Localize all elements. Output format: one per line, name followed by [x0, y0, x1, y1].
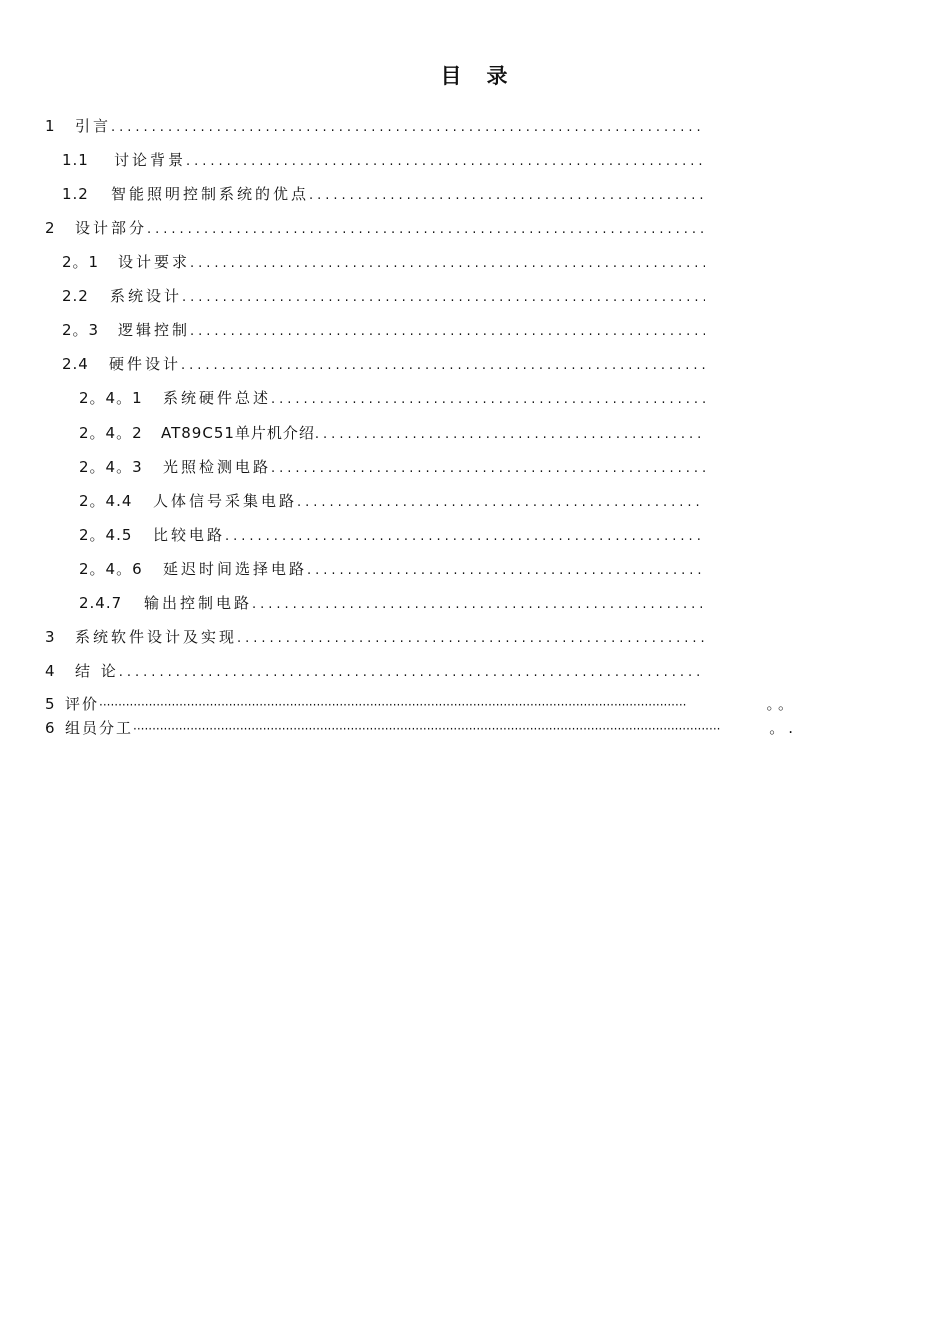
toc-entry	[45, 216, 705, 240]
toc-entry-title: 引言	[75, 117, 112, 135]
toc-entry-tail: 。.	[769, 719, 797, 737]
toc-leader-dots	[99, 694, 764, 716]
toc-entry-number: 2。1	[62, 253, 100, 271]
toc-entry-title: 结 论	[75, 662, 119, 680]
toc-entry	[62, 318, 705, 342]
toc-entry	[79, 386, 705, 410]
toc-entry-title: 输出控制电路	[144, 594, 253, 612]
toc-entry	[79, 523, 705, 547]
toc-entry-number: 2。4.5	[79, 526, 133, 544]
toc-entry-number: 2。4。2	[79, 424, 143, 442]
toc-entry	[62, 284, 705, 308]
toc-entry	[45, 693, 797, 715]
toc-entry-title: 延迟时间选择电路	[163, 560, 308, 578]
toc-entry	[45, 625, 705, 649]
toc-entry	[79, 421, 705, 445]
toc-entry	[62, 250, 705, 274]
toc-leader-dots	[309, 184, 705, 206]
toc-entry	[45, 659, 705, 683]
toc-entry-number: 1.2	[62, 185, 89, 203]
toc-leader-dots	[315, 423, 705, 445]
toc-entry-number: 2。4。1	[79, 389, 143, 407]
toc-leader-dots	[252, 593, 705, 615]
toc-leader-dots	[119, 661, 705, 683]
toc-entry-number: 2	[45, 219, 56, 237]
toc-entry	[62, 352, 705, 376]
toc-entry-number: 2。4。6	[79, 560, 143, 578]
toc-leader-dots	[297, 491, 705, 513]
toc-leader-dots	[111, 116, 705, 138]
toc-leader-dots	[186, 150, 705, 172]
toc-entry-number: 4	[45, 662, 56, 680]
toc-entry-number: 1	[45, 117, 56, 135]
toc-entry-title: 系统设计	[110, 287, 183, 305]
toc-title: 目 录	[440, 64, 510, 88]
toc-leader-dots	[225, 525, 705, 547]
toc-entry-title: 比较电路	[153, 526, 226, 544]
toc-entry-title: 人体信号采集电路	[153, 492, 298, 510]
toc-entry-number: 3	[45, 628, 56, 646]
toc-entry-number: 2.4.7	[79, 594, 123, 612]
toc-entry-title: 设计部分	[75, 219, 148, 237]
toc-entry-number: 2。4.4	[79, 492, 133, 510]
toc-entry	[79, 591, 705, 615]
toc-entry	[79, 557, 705, 581]
toc-entry-title: 设计要求	[118, 253, 191, 271]
toc-entry-title: 智能照明控制系统的优点	[111, 185, 310, 203]
toc-leader-dots	[190, 252, 705, 274]
toc-entry	[45, 717, 797, 739]
toc-entry-number: 2.2	[62, 287, 89, 305]
toc-entry	[79, 489, 705, 513]
toc-leader-dots	[271, 388, 705, 410]
toc-entry-number: 6	[45, 719, 56, 737]
toc-leader-dots	[147, 218, 705, 240]
toc-entry-title: 评价	[65, 695, 100, 713]
toc-leader-dots	[271, 457, 705, 479]
toc-entry-title: 系统硬件总述	[163, 389, 272, 407]
toc-leader-dots	[237, 627, 705, 649]
toc-entry-title: 光照检测电路	[163, 458, 272, 476]
toc-entry-title: 讨论背景	[114, 151, 187, 169]
toc-entry	[62, 148, 705, 172]
toc-entry-tail: 。。	[766, 695, 797, 713]
toc-entry-title: 系统软件设计及实现	[75, 628, 238, 646]
toc-leader-dots	[190, 320, 705, 342]
toc-entry-title: 逻辑控制	[118, 321, 191, 339]
toc-entry-title: AT89C51单片机介绍	[161, 424, 315, 442]
toc-entry	[45, 114, 705, 138]
toc-leader-dots	[133, 718, 767, 740]
toc-entry	[62, 182, 705, 206]
toc-entry-number: 1.1	[62, 151, 89, 169]
toc-entry	[79, 455, 705, 479]
toc-entry-title: 组员分工	[65, 719, 134, 737]
toc-leader-dots	[182, 286, 705, 308]
toc-entry-number: 2.4	[62, 355, 89, 373]
toc-entry-number: 5	[45, 695, 56, 713]
toc-entry-title: 硬件设计	[109, 355, 182, 373]
toc-leader-dots	[307, 559, 705, 581]
toc-entry-number: 2。3	[62, 321, 100, 339]
toc-leader-dots	[181, 354, 705, 376]
toc-entry-number: 2。4。3	[79, 458, 143, 476]
